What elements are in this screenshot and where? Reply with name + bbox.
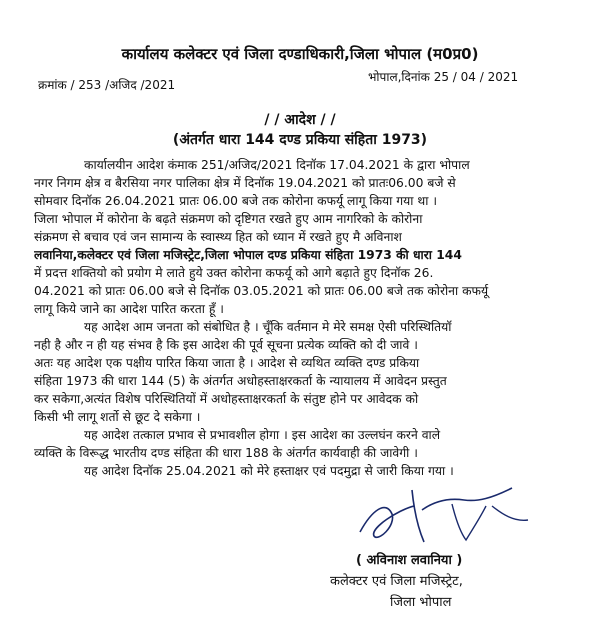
reference-number: क्रमांक / 253 /अजिद /2021 (38, 78, 176, 92)
signatory-place: जिला भोपाल (390, 595, 452, 610)
body-line: संहिता 1973 की धारा 144 (5) के अंतर्गत अधोहस्ताक्षरकर्ता के न्यायालय में आवेदन प्रस्तुत (34, 374, 447, 388)
place-date: भोपाल,दिनांक 25 / 04 / 2021 (368, 70, 519, 84)
body-line: यह आदेश तत्काल प्रभाव से प्रभावशील होगा । इस आदेश का उल्लघंन करने वाले (84, 428, 441, 442)
body-line: यह आदेश आम जनता को संबोधित है । चूँकि वर्तमान मे मेरे समक्ष ऐसी परिस्थितियॉ (84, 320, 452, 334)
body-line: किसी भी लागू शर्तो से छूट दे सकेगा । (34, 410, 201, 424)
signatory-name: ( अविनाश लवानिया ) (356, 553, 463, 568)
order-heading: / / आदेश / / (264, 112, 336, 128)
body-line: नही है और न ही यह संभव है कि इस आदेश की पूर्व सूचना प्रत्येक व्यक्ति को दी जावे । (34, 338, 418, 352)
body-line: अतः यह आदेश एक पक्षीय पारित किया जाता है । आदेश से व्यथित व्यक्ति दण्ड प्रकिया (34, 356, 420, 370)
body-line: जिला भोपाल में कोरोना के बढ़ते संक्रमण को दृष्टिगत रखते हुए आम नागरिको के कोरोना (34, 212, 423, 226)
order-section: (अंतर्गत धारा 144 दण्ड प्रकिया संहिता 1973) (172, 132, 428, 148)
body-line: संक्रमण से बचाव एवं जन सामान्य के स्वास्थ्य हित को ध्यान में रखते हुए मै अविनाश (34, 230, 402, 244)
body-line: नगर निगम क्षेत्र व बैरसिया नगर पालिका क्षेत्र में दिनॉक 19.04.2021 को प्रातः06.00 बजे से (34, 176, 456, 190)
body-line: लवानिया,कलेक्टर एवं जिला मजिस्ट्रेट,जिला भोपाल दण्ड प्रकिया संहिता 1973 की धारा 144 (34, 248, 462, 262)
body-line: कर सकेगा,अत्यंत विशेष परिस्थितियों में अधोहस्ताक्षरकर्ता के संतुष्ट होने पर आवेदक को (34, 392, 419, 406)
body-line: 04.2021 को प्रातः 06.00 बजे से दिनॉक 03.05.2021 को प्रातः 06.00 बजे तक कोरोना कफर्यू (34, 284, 489, 298)
body-line: यह आदेश दिनॉक 25.04.2021 को मेरे हस्ताक्षर एवं पदमुद्रा से जारी किया गया । (84, 464, 454, 478)
body-line: सोमवार दिनॉक 26.04.2021 प्रातः 06.00 बजे तक कोरोना कफर्यू लागू किया गया था । (34, 194, 438, 208)
body-line: लागू किये जाने का आदेश पारित करता हूँ । (34, 302, 224, 316)
body-line: व्यक्ति के विरूद्ध भारतीय दण्ड संहिता की धारा 188 के अंतर्गत कार्यवाही की जावेगी । (34, 446, 418, 460)
signatory-designation: कलेक्टर एवं जिला मजिस्ट्रेट, (330, 574, 463, 589)
office-title: कार्यालय कलेक्टर एवं जिला दण्डाधिकारी,जिला भोपाल (म0प्र0) (121, 45, 479, 63)
body-line: में प्रदत्त शक्तियो को प्रयोग मे लाते हुये उक्त कोरोना कफर्यू को आगे बढ़ाते हुए दिनॉक 26. (34, 266, 434, 280)
body-line: कार्यालयीन आदेश कंमाक 251/अजिद/2021 दिनॉक 17.04.2021 के द्वारा भोपाल (84, 158, 470, 172)
